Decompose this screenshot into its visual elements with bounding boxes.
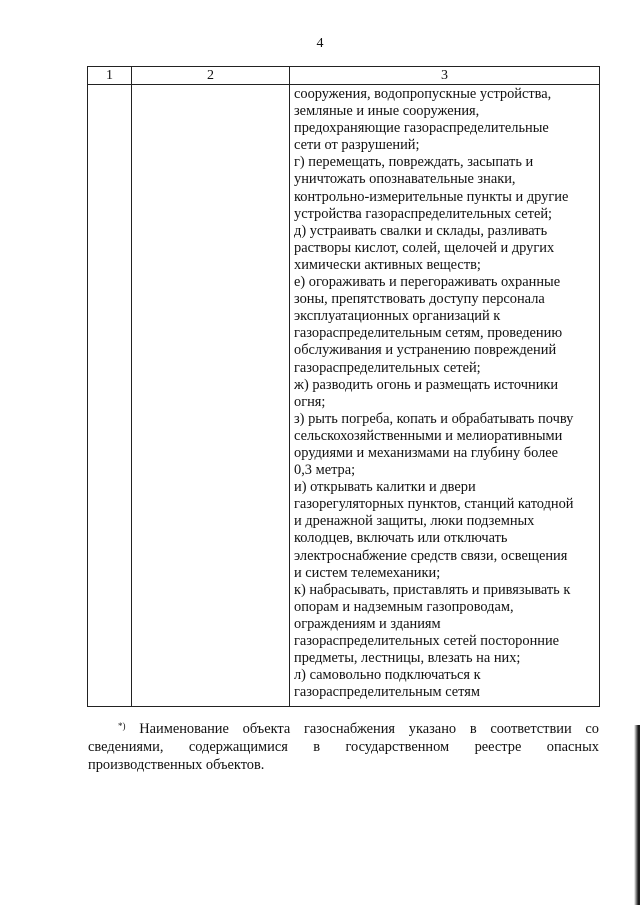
text-line: газораспределительным сетям, проведению bbox=[294, 325, 563, 342]
text-line: газораспределительных сетей; bbox=[294, 359, 481, 376]
footnote-line-1-text: Наименование объекта газоснабжения указано в соответствии со bbox=[139, 721, 599, 737]
text-line: газораспределительных сетей посторонние bbox=[294, 633, 560, 649]
text-line: обслуживания и устранению повреждений bbox=[294, 342, 557, 359]
text-line: и) открывать калитки и двери bbox=[294, 479, 476, 496]
page-number: 4 bbox=[316, 36, 324, 51]
column-header-3: 3 bbox=[290, 67, 600, 85]
footnote-line-2: сведениями, содержащимися в государственном реестре опасных bbox=[88, 739, 599, 755]
text-line: г) перемещать, повреждать, засыпать и bbox=[294, 154, 534, 171]
prohibitions-text bbox=[290, 85, 599, 701]
text-line: растворы кислот, солей, щелочей и других bbox=[294, 239, 555, 256]
text-line: земляные и иные сооружения, bbox=[294, 103, 480, 120]
footnote-marker: *) bbox=[118, 721, 126, 731]
text-line: сельскохозяйственными и мелиоративными bbox=[294, 427, 563, 444]
text-line: эксплуатационных организаций к bbox=[294, 308, 501, 325]
column-header-1: 1 bbox=[88, 67, 132, 85]
text-line: устройства газораспределительных сетей; bbox=[294, 205, 553, 222]
text-line: орудиями и механизмами на глубину более bbox=[294, 444, 559, 461]
cell-column-3 bbox=[290, 85, 600, 707]
text-line: контрольно-измерительные пункты и другие bbox=[294, 188, 569, 205]
text-line: зоны, препятствовать доступу персонала bbox=[294, 291, 545, 308]
text-line: предохраняющие газораспределительные bbox=[294, 120, 549, 137]
text-line: з) рыть погреба, копать и обрабатывать почву bbox=[294, 410, 574, 427]
text-line: огня; bbox=[294, 393, 326, 410]
cell-column-2 bbox=[132, 85, 290, 707]
column-header-2: 2 bbox=[132, 67, 290, 85]
text-line: к) набрасывать, приставлять и привязывать к bbox=[294, 581, 571, 598]
text-line: д) устраивать свалки и склады, разливать bbox=[294, 222, 548, 239]
footnote-line-1 bbox=[88, 720, 599, 738]
text-line: газорегуляторных пунктов, станций катодной bbox=[294, 496, 574, 513]
text-line: опорам и надземным газопроводам, bbox=[294, 598, 514, 615]
footnote-line-3: производственных объектов. bbox=[88, 757, 265, 773]
table-body-row bbox=[88, 85, 600, 707]
text-line: колодцев, включать или отключать bbox=[294, 530, 508, 547]
text-line: ж) разводить огонь и размещать источники bbox=[294, 376, 559, 393]
text-line: предметы, лестницы, влезать на них; bbox=[294, 650, 521, 667]
text-line: ограждениям и зданиям bbox=[294, 615, 441, 632]
cell-column-1 bbox=[88, 85, 132, 707]
text-line: уничтожать опознавательные знаки, bbox=[294, 171, 516, 188]
text-line: химически активных веществ; bbox=[294, 256, 481, 273]
document-table bbox=[87, 66, 600, 707]
text-line: сети от разрушений; bbox=[294, 137, 420, 154]
text-line: е) огораживать и перегораживать охранные bbox=[294, 274, 561, 291]
table-header-row bbox=[88, 67, 600, 85]
text-line: и систем телемеханики; bbox=[294, 564, 441, 581]
text-line: 0,3 метра; bbox=[294, 462, 356, 479]
text-line: и дренажной защиты, люки подземных bbox=[294, 513, 535, 530]
text-line: газораспределительным сетям bbox=[294, 684, 481, 701]
text-line: л) самовольно подключаться к bbox=[294, 667, 481, 684]
scan-edge-shadow bbox=[634, 725, 640, 905]
footnote bbox=[88, 720, 599, 774]
text-line: сооружения, водопропускные устройства, bbox=[294, 86, 552, 102]
text-line: электроснабжение средств связи, освещения bbox=[294, 547, 568, 564]
